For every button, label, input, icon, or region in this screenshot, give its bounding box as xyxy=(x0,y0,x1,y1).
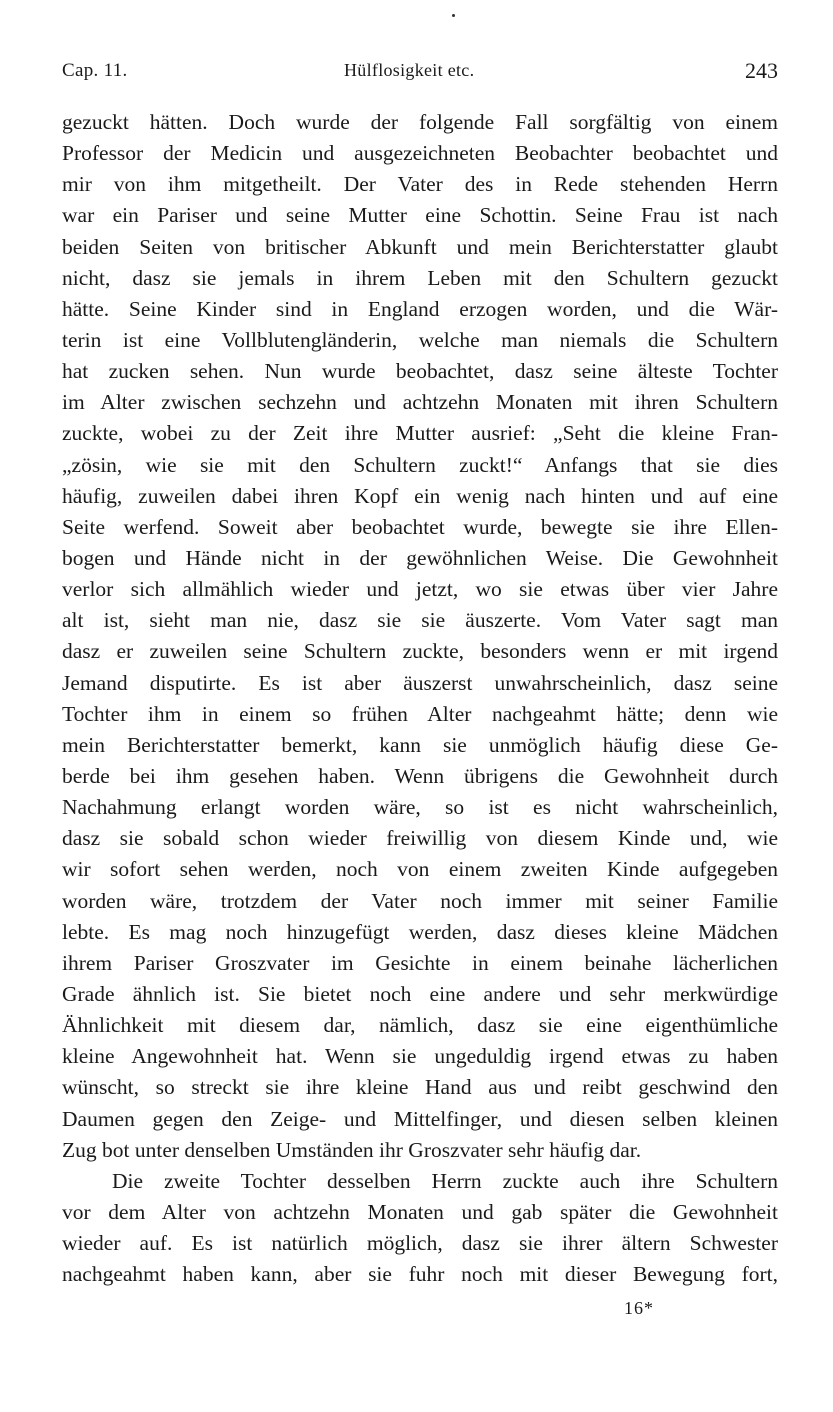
text-line: nachgeahmt haben kann, aber sie fuhr noch mit dieser Bewegung fort, xyxy=(62,1262,778,1287)
running-header xyxy=(62,58,778,88)
text-line: beiden Seiten von britischer Abkunft und mein Berichterstatter glaubt xyxy=(62,234,778,259)
text-line: „zösin, wie sie mit den Schultern zuckt!“ Anfangs that sie dies xyxy=(62,452,778,477)
text-line: dasz er zuweilen seine Schultern zuckte, besonders wenn er mit irgend xyxy=(62,639,778,664)
printed-dot xyxy=(452,14,455,17)
text-line: Professor der Medicin und ausgezeichneten Beobachter beobachtet und xyxy=(62,141,778,166)
running-title: Hülflosigkeit etc. xyxy=(344,60,475,80)
text-line: kleine Angewohnheit hat. Wenn sie ungeduldig irgend etwas zu haben xyxy=(62,1044,778,1069)
paragraph-end-line: Zug bot unter denselben Umständen ihr Groszvater sehr häufig dar. xyxy=(62,1137,642,1162)
text-line: hat zucken sehen. Nun wurde beobachtet, dasz seine älteste Tochter xyxy=(62,359,778,384)
body-text xyxy=(62,107,778,1290)
text-line: Daumen gegen den Zeige- und Mittelfinger, und diesen selben kleinen xyxy=(62,1106,778,1131)
text-line: war ein Pariser und seine Mutter eine Schottin. Seine Frau ist nach xyxy=(62,203,778,228)
text-line: Nachahmung erlangt worden wäre, so ist es nicht wahrscheinlich, xyxy=(62,795,778,820)
text-line: zuckte, wobei zu der Zeit ihre Mutter ausrief: „Seht die kleine Fran- xyxy=(62,421,778,446)
text-line: Grade ähnlich ist. Sie bietet noch eine andere und sehr merkwürdige xyxy=(62,981,778,1006)
text-line: häufig, zuweilen dabei ihren Kopf ein wenig nach hinten und auf eine xyxy=(62,483,778,508)
text-line: terin ist eine Vollblutengländerin, welche man niemals die Schultern xyxy=(62,327,778,352)
text-line: wieder auf. Es ist natürlich möglich, dasz sie ihrer ältern Schwester xyxy=(62,1231,778,1256)
text-line: alt ist, sieht man nie, dasz sie sie äuszerte. Vom Vater sagt man xyxy=(62,608,778,633)
text-line: wünscht, so streckt sie ihre kleine Hand aus und reibt geschwind den xyxy=(62,1075,778,1100)
text-line: berde bei ihm gesehen haben. Wenn übrigens die Gewohnheit durch xyxy=(62,763,778,788)
text-line: mein Berichterstatter bemerkt, kann sie unmöglich häufig diese Ge- xyxy=(62,732,778,757)
text-line: lebte. Es mag noch hinzugefügt werden, dasz dieses kleine Mädchen xyxy=(62,919,778,944)
text-line: verlor sich allmählich wieder und jetzt, wo sie etwas über vier Jahre xyxy=(62,577,778,602)
text-line: gezuckt hätten. Doch wurde der folgende Fall sorgfältig von einem xyxy=(62,110,778,134)
text-line: worden wäre, trotzdem der Vater noch immer mit seiner Familie xyxy=(62,888,778,913)
text-line: nicht, dasz sie jemals in ihrem Leben mit den Schultern gezuckt xyxy=(62,265,778,290)
chapter-label: Cap. 11. xyxy=(62,60,128,81)
page-number: 243 xyxy=(745,58,778,83)
signature-mark: 16* xyxy=(624,1298,654,1318)
text-line: im Alter zwischen sechzehn und achtzehn Monaten mit ihren Schultern xyxy=(62,390,778,415)
text-line: wir sofort sehen werden, noch von einem zweiten Kinde aufgegeben xyxy=(62,857,778,882)
text-line: Ähnlichkeit mit diesem dar, nämlich, dasz sie eine eigenthümliche xyxy=(62,1013,778,1038)
text-line: bogen und Hände nicht in der gewöhnlichen Weise. Die Gewohnheit xyxy=(62,545,778,570)
text-line: ihrem Pariser Groszvater im Gesichte in einem beinahe lächerlichen xyxy=(62,950,778,975)
text-line: Jemand disputirte. Es ist aber äuszerst unwahrscheinlich, dasz seine xyxy=(62,670,778,695)
text-line: mir von ihm mitgetheilt. Der Vater des in Rede stehenden Herrn xyxy=(62,172,778,197)
paragraph-start-line: Die zweite Tochter desselben Herrn zuckte auch ihre Schultern xyxy=(112,1168,778,1193)
text-line: hätte. Seine Kinder sind in England erzogen worden, und die Wär- xyxy=(62,296,778,321)
text-line: dasz sie sobald schon wieder freiwillig von diesem Kinde und, wie xyxy=(62,826,778,851)
text-line: Seite werfend. Soweit aber beobachtet wurde, bewegte sie ihre Ellen- xyxy=(62,514,778,539)
text-line: Tochter ihm in einem so frühen Alter nachgeahmt hätte; denn wie xyxy=(62,701,778,726)
text-line: vor dem Alter von achtzehn Monaten und gab später die Gewohnheit xyxy=(62,1199,778,1224)
